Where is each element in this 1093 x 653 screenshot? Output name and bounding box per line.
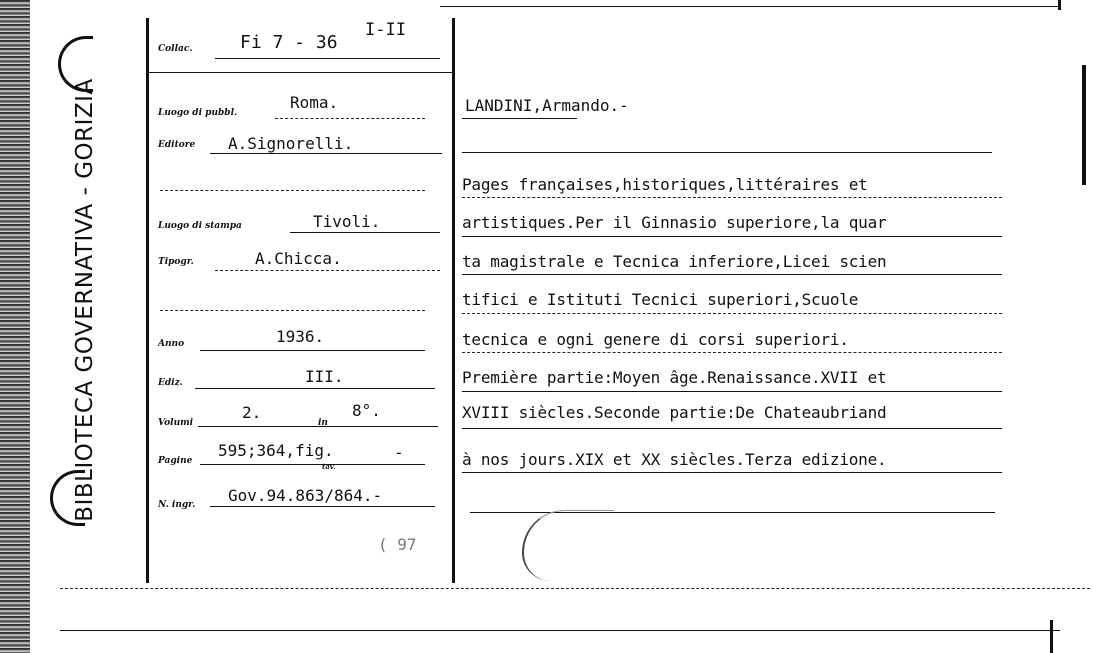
library-stamp: BIBLIOTECA GOVERNATIVA - GORIZIA (72, 78, 98, 522)
value-pagine: 595;364,fig. (218, 441, 334, 460)
top-border (440, 6, 1060, 7)
rule-luogo-pubbl (275, 118, 425, 119)
label-volumi: Volumi (158, 418, 194, 428)
entry-line-2: artistiques.Per il Ginnasio superiore,la quar (462, 213, 887, 232)
divider-3 (160, 310, 425, 311)
rule-collocazione (215, 58, 440, 59)
label-collocazione: Collac. (158, 44, 193, 54)
value-formato: 8°. (352, 401, 381, 420)
rule-pagine (200, 464, 425, 465)
divider-2 (160, 190, 425, 191)
label-n-ingresso: N. ingr. (158, 500, 196, 510)
value-luogo-stampa: Tivoli. (313, 212, 381, 231)
bottom-dashed-line (60, 588, 1090, 589)
value-collocazione-sup: I-II (365, 20, 406, 40)
value-tipografo: A.Chicca. (255, 249, 342, 268)
entry-line-4: tifici e Istituti Tecnici superiori,Scuole (462, 290, 859, 309)
label-edizione: Ediz. (158, 378, 183, 388)
rule-r8 (462, 428, 1002, 429)
rule-tipografo (215, 270, 440, 271)
rule-r4 (462, 274, 1002, 275)
value-anno: 1936. (276, 327, 325, 346)
rule-r6 (462, 352, 1002, 353)
faint-stamp-mark (522, 510, 614, 581)
entry-line-6: Première partie:Moyen âge.Renaissance.XVII et (462, 368, 887, 387)
label-in: in (318, 418, 328, 428)
rule-r7 (462, 391, 1002, 392)
handwritten-note: ( 97 (378, 535, 417, 554)
entry-line-1: Pages françaises,historiques,littéraires et (462, 175, 868, 194)
left-column-rule (146, 18, 149, 583)
label-tavole: tav. (322, 462, 336, 471)
label-luogo-stampa: Luogo di stampa (158, 221, 242, 231)
entry-author: LANDINI,Armando.- (465, 96, 629, 115)
label-tipografo: Tipogr. (158, 257, 194, 267)
right-edge-rule (1082, 65, 1086, 185)
value-n-ingresso: Gov.94.863/864.- (228, 486, 383, 505)
center-column-rule (452, 18, 455, 583)
rule-anno (200, 350, 425, 351)
value-collocazione: Fi 7 - 36 (240, 32, 338, 53)
rule-r5 (462, 313, 1002, 314)
author-underline (462, 118, 577, 119)
entry-line-7: XVIII siècles.Seconde partie:De Chateaubriand (462, 403, 887, 422)
value-edizione: III. (305, 367, 344, 386)
rule-edizione (195, 388, 435, 389)
label-luogo-pubbl: Luogo di pubbl. (158, 108, 238, 118)
label-pagine: Pagine (158, 456, 193, 466)
rule-n-ingresso (210, 506, 435, 507)
value-luogo-pubbl: Roma. (290, 93, 339, 112)
entry-line-8: à nos jours.XIX et XX siècles.Terza edizione. (462, 450, 887, 469)
label-editore: Editore (158, 140, 196, 150)
rule-volumi (198, 426, 438, 427)
entry-line-3: ta magistrale e Tecnica inferiore,Licei scien (462, 252, 887, 271)
value-volumi: 2. (242, 403, 262, 422)
bottom-right-mark (1050, 620, 1053, 653)
rule-luogo-stampa (290, 232, 440, 233)
value-editore: A.Signorelli. (228, 134, 354, 153)
rule-r1 (462, 152, 992, 153)
card-edge (0, 0, 30, 653)
entry-line-5: tecnica e ogni genere di corsi superiori. (462, 330, 849, 349)
rule-r9 (462, 472, 1002, 473)
divider-1 (148, 72, 452, 73)
value-tavole: - (394, 443, 404, 462)
rule-editore (210, 153, 442, 154)
bottom-border (60, 630, 1060, 631)
rule-r3 (462, 236, 1002, 237)
label-anno: Anno (158, 339, 185, 349)
right-corner-mark (1058, 0, 1061, 10)
rule-r2 (462, 197, 1002, 198)
